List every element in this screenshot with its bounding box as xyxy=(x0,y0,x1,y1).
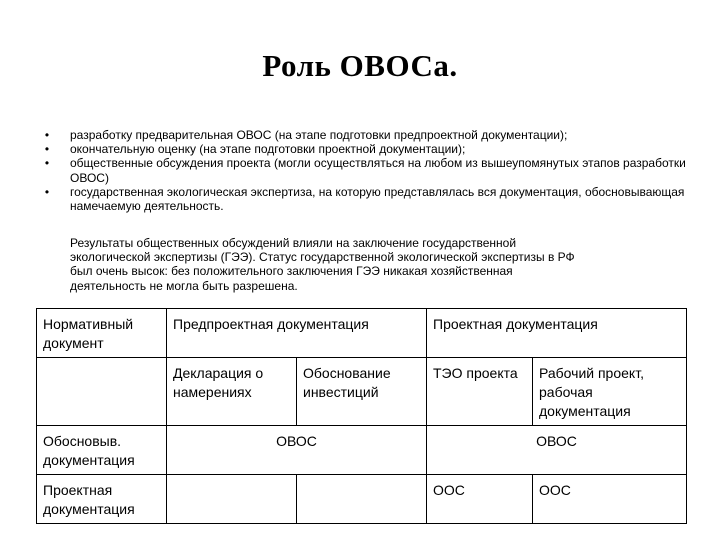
bullet-list xyxy=(40,128,700,213)
table-row xyxy=(37,475,687,524)
bullet-text: государственная экологическая экспертиза, на которую представлялась вся документация, обосновывающая намечаемую деятельность. xyxy=(70,184,685,214)
cell-justifying-documentation: Обосновыв. документация xyxy=(37,426,167,475)
bullet-dot-icon: • xyxy=(44,156,50,171)
cell-working-project: Рабочий проект, рабочая документация xyxy=(533,358,687,426)
cell-normative-document: Нормативный документ xyxy=(37,309,167,358)
cell-project-documentation: Проектная документация xyxy=(427,309,687,358)
cell-oos-2: ООС xyxy=(533,475,687,524)
results-line: был очень высок: без положительного заключения ГЭЭ никакая хозяйственная xyxy=(70,264,513,279)
table-row xyxy=(37,309,687,358)
documentation-table xyxy=(36,308,687,524)
bullet-text: разработку предварительная ОВОС (на этапе подготовки предпроектной документации); xyxy=(70,128,568,142)
bullet-text: общественные обсуждения проекта (могли осуществляться на любом из вышеупомянутых этапов разработки ОВОС) xyxy=(70,156,686,185)
bullet-item xyxy=(40,156,700,184)
cell-ovos-project: ОВОС xyxy=(427,426,687,475)
bullet-item xyxy=(40,142,700,156)
cell-investment-justification: Обоснование инвестиций xyxy=(297,358,427,426)
cell-teo: ТЭО проекта xyxy=(427,358,533,426)
table-row xyxy=(37,426,687,475)
results-line: деятельность не могла быть разрешена. xyxy=(70,278,298,293)
bullet-dot-icon: • xyxy=(44,142,50,157)
slide-title: Роль ОВОСа. xyxy=(262,48,458,83)
bullet-dot-icon: • xyxy=(44,128,50,142)
cell-declaration-of-intent: Декларация о намерениях xyxy=(167,358,297,426)
cell-oos-1: ООС xyxy=(427,475,533,524)
cell-empty xyxy=(297,475,427,524)
cell-project-docs: Проектная документация xyxy=(37,475,167,524)
cell-ovos-preproject: ОВОС xyxy=(167,426,427,475)
bullet-text: окончательную оценку (на этапе подготовки проектной документации); xyxy=(70,142,466,157)
bullet-dot-icon: • xyxy=(44,184,50,199)
cell-empty xyxy=(37,358,167,426)
results-line: Результаты общественных обсуждений влияли на заключение государственной xyxy=(70,236,517,250)
table-row xyxy=(37,358,687,426)
results-paragraph xyxy=(70,236,670,293)
bullet-item xyxy=(40,185,700,213)
cell-empty xyxy=(167,475,297,524)
bullet-item xyxy=(40,128,700,142)
cell-preproject-documentation: Предпроектная документация xyxy=(167,309,427,358)
results-line: экологической экспертизы (ГЭЭ). Статус государственной экологической экспертизы в РФ xyxy=(70,250,575,265)
